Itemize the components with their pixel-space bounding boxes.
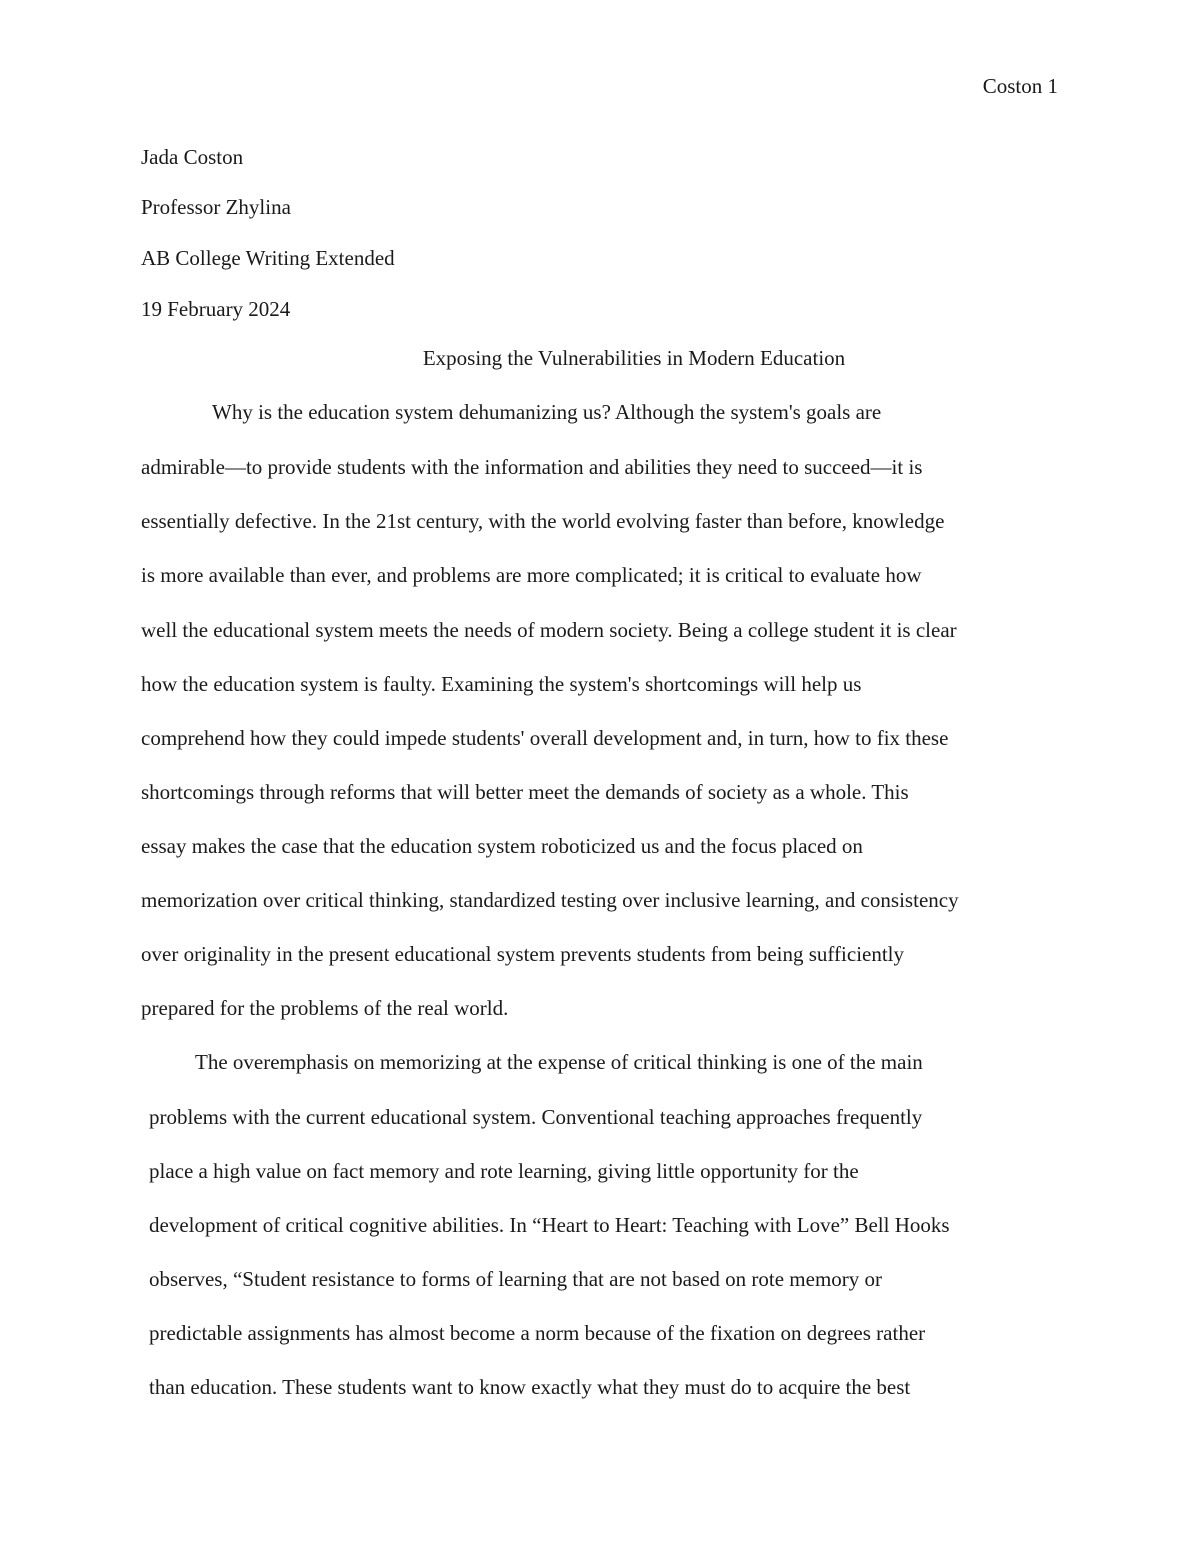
- running-head: Coston 1: [982, 74, 1058, 98]
- paragraph-2-line: problems with the current educational system. Conventional teaching approaches frequently: [149, 1105, 923, 1129]
- paragraph-2-line: than education. These students want to know exactly what they must do to acquire the best: [149, 1375, 911, 1399]
- professor-name: Professor Zhylina: [141, 195, 291, 219]
- paragraph-2-line: place a high value on fact memory and rote learning, giving little opportunity for the: [149, 1159, 859, 1183]
- paragraph-1-line: essentially defective. In the 21st century, with the world evolving faster than before, knowledge: [141, 509, 945, 533]
- paragraph-1-line: is more available than ever, and problems are more complicated; it is critical to evaluate how: [141, 563, 922, 587]
- paragraph-2-line: observes, “Student resistance to forms of learning that are not based on rote memory or: [149, 1267, 883, 1291]
- paragraph-2-line: The overemphasis on memorizing at the expense of critical thinking is one of the main: [195, 1050, 923, 1074]
- author-name: Jada Coston: [141, 145, 244, 169]
- paragraph-1-line: essay makes the case that the education system roboticized us and the focus placed on: [141, 834, 863, 858]
- paragraph-1-line: over originality in the present educational system prevents students from being sufficiently: [141, 942, 905, 966]
- paragraph-1-line: memorization over critical thinking, standardized testing over inclusive learning, and consistency: [141, 888, 959, 912]
- paragraph-1-line: well the educational system meets the needs of modern society. Being a college student it is clear: [141, 618, 957, 642]
- paragraph-1-line: Why is the education system dehumanizing us? Although the system's goals are: [212, 400, 882, 424]
- paragraph-2-line: predictable assignments has almost become a norm because of the fixation on degrees rather: [149, 1321, 926, 1345]
- essay-date: 19 February 2024: [141, 297, 291, 321]
- paragraph-2-line: development of critical cognitive abilities. In “Heart to Heart: Teaching with Love” Bell Hooks: [149, 1213, 950, 1237]
- paragraph-1-line: comprehend how they could impede students' overall development and, in turn, how to fix these: [141, 726, 949, 750]
- essay-title: Exposing the Vulnerabilities in Modern Education: [422, 346, 846, 370]
- course-name: AB College Writing Extended: [141, 246, 395, 270]
- paragraph-1-line: admirable—to provide students with the information and abilities they need to succeed—it is: [141, 455, 923, 479]
- paragraph-1-line: shortcomings through reforms that will better meet the demands of society as a whole. This: [141, 780, 909, 804]
- paragraph-1-line: how the education system is faulty. Examining the system's shortcomings will help us: [141, 672, 862, 696]
- paragraph-1-line: prepared for the problems of the real world.: [141, 996, 509, 1020]
